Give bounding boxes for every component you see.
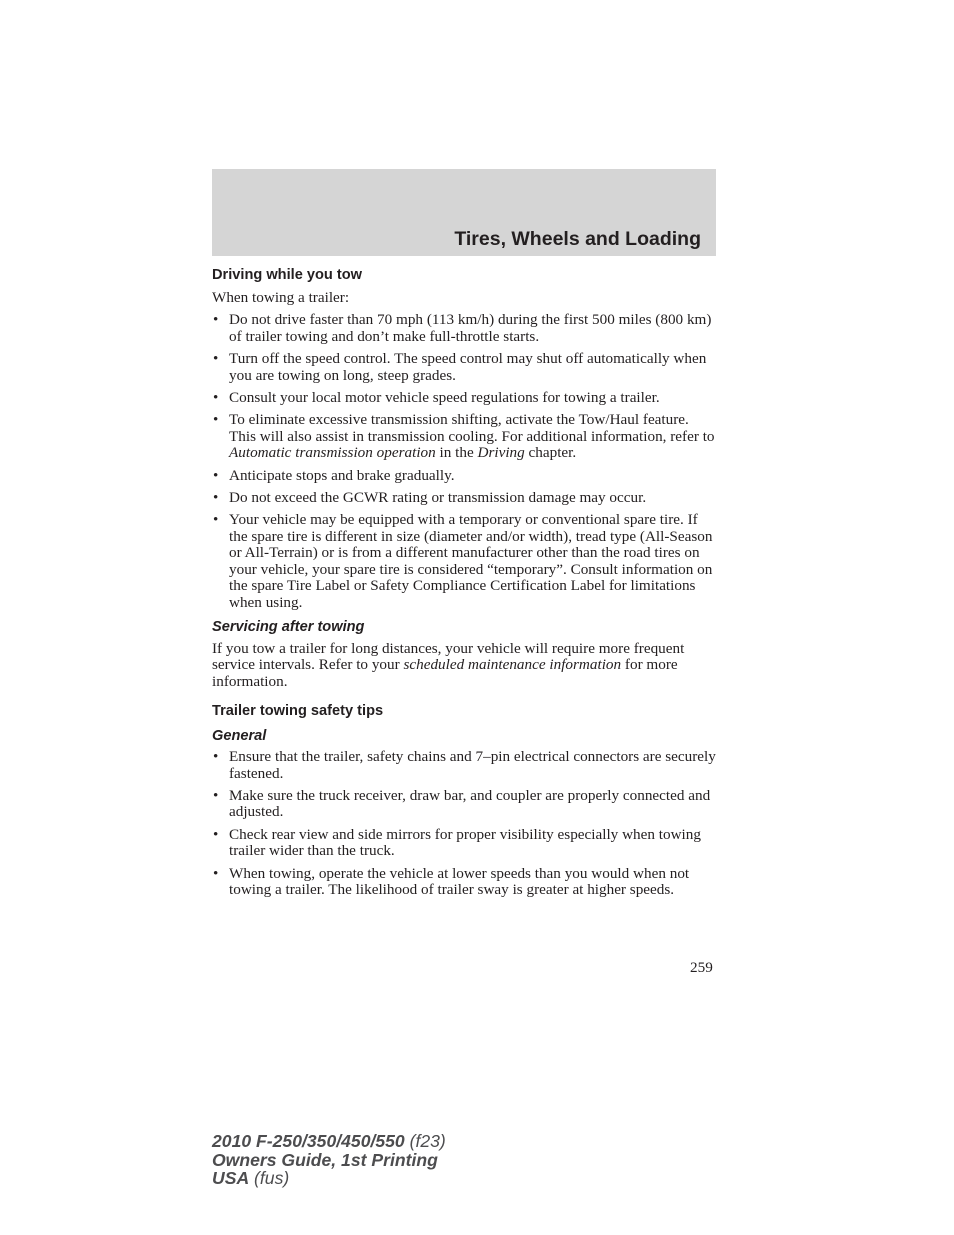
list-item: • Check rear view and side mirrors for proper visibility especially when towing trailer wider than the truck. <box>212 827 718 860</box>
list-item: • To eliminate excessive transmission shifting, activate the Tow/Haul feature. This will also assist in transmission cooling. For additional information, refer to Automatic transmission operation in the Driving chapter. <box>212 412 718 461</box>
chapter-header-band <box>212 169 716 256</box>
section-heading-servicing-after-towing: Servicing after towing <box>212 618 365 635</box>
servicing-paragraph: If you tow a trailer for long distances, your vehicle will require more frequent service intervals. Refer to your scheduled maintenance information for more information. <box>212 639 685 690</box>
cross-reference-scheduled-maintenance: scheduled maintenance information <box>403 656 622 674</box>
list-item: • Do not drive faster than 70 mph (113 km/h) during the first 500 miles (800 km) of trailer towing and don’t make full-throttle starts. <box>212 312 718 345</box>
list-item: • Consult your local motor vehicle speed regulations for towing a trailer. <box>212 390 718 406</box>
list-item: • Anticipate stops and brake gradually. <box>212 468 718 484</box>
footer-region-line: USA (fus) <box>212 1168 290 1189</box>
section-heading-driving-while-you-tow: Driving while you tow <box>212 267 362 283</box>
safety-bullet-list <box>212 749 718 898</box>
chapter-title: Tires, Wheels and Loading <box>454 228 701 250</box>
cross-reference-driving-chapter: Driving <box>477 444 525 462</box>
section-heading-trailer-towing-safety-tips: Trailer towing safety tips <box>212 703 384 720</box>
driving-intro: When towing a trailer: <box>212 289 350 306</box>
driving-bullet-list <box>212 312 718 611</box>
page-number: 259 <box>690 959 713 976</box>
cross-reference-automatic-transmission: Automatic transmission operation <box>229 444 436 462</box>
footer-model-line: 2010 F-250/350/450/550 (f23) <box>212 1131 446 1151</box>
page-content <box>212 266 718 898</box>
subsection-heading-general: General <box>212 728 267 745</box>
footer-printing-line: Owners Guide, 1st Printing <box>212 1149 438 1170</box>
list-item: • Make sure the truck receiver, draw bar, and coupler are properly connected and adjusted. <box>212 788 718 821</box>
list-item: • Turn off the speed control. The speed control may shut off automatically when you are towing on long, steep grades. <box>212 351 718 384</box>
list-item: • Your vehicle may be equipped with a temporary or conventional spare tire. If the spare tire is different in size (diameter and/or width), tread type (All-Season or All-Terrain) or is from a different manufacturer other than the road tires on your vehicle, your spare tire is considered “temporary”. Consult information on the spare Tire Label or Safety Compliance Certification Label for limitations when using. <box>212 512 718 610</box>
list-item: • Do not exceed the GCWR rating or transmission damage may occur. <box>212 490 718 506</box>
document-footer <box>212 1132 446 1188</box>
list-item: • When towing, operate the vehicle at lower speeds than you would when not towing a trailer. The likelihood of trailer sway is greater at higher speeds. <box>212 866 718 899</box>
list-item: • Ensure that the trailer, safety chains and 7–pin electrical connectors are securely fastened. <box>212 749 718 782</box>
